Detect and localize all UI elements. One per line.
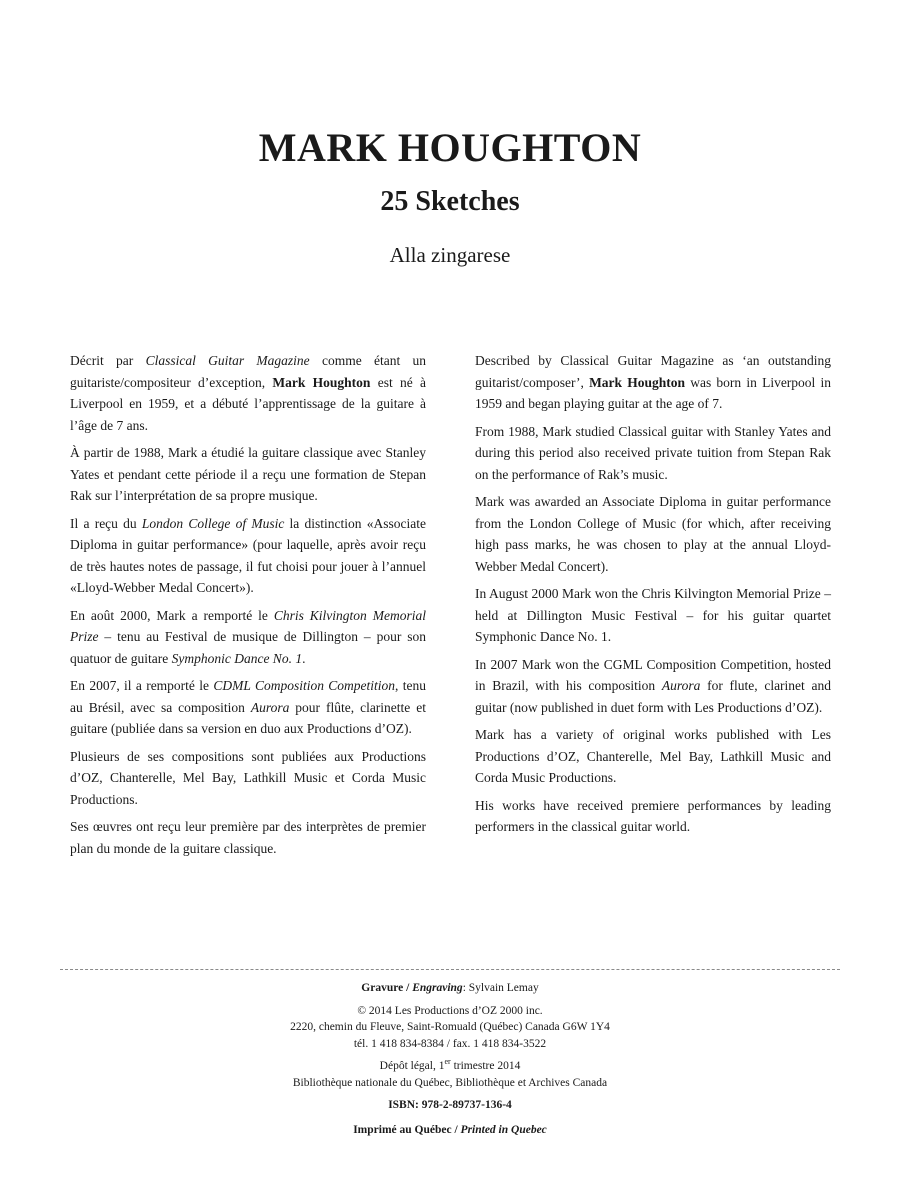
bio-text: est né à Liverpool en 1959, et a débuté l’apprentissage de la guitare à l’âge de 7 ans. bbox=[70, 374, 427, 433]
printed-in bbox=[0, 1122, 900, 1139]
printed-en: Printed in Quebec bbox=[460, 1123, 547, 1136]
bio-text: Décrit par bbox=[70, 353, 146, 368]
bio-text: – tenu au Festival de musique de Dillington – pour son quatuor de guitare bbox=[70, 629, 426, 666]
colophon bbox=[0, 980, 900, 1138]
bio-fr-paragraph-3 bbox=[70, 513, 426, 599]
copyright: © 2014 Les Productions d’OZ 2000 inc. bbox=[357, 1004, 543, 1017]
bio-en-paragraph-7: His works have received premiere performances by leading performers in the classical guitar world. bbox=[475, 797, 831, 834]
bio-en-paragraph-5 bbox=[475, 654, 831, 719]
bio-fr-paragraph-5 bbox=[70, 675, 426, 740]
separator: / bbox=[451, 1123, 461, 1136]
legal-deposit bbox=[0, 1058, 900, 1075]
bio-en-paragraph-4: In August 2000 Mark won the Chris Kilvington Memorial Prize – held at Dillington Music Festival – for his guitar quartet Symphonic Dance No. 1. bbox=[475, 586, 831, 644]
bio-fr-paragraph-6: Plusieurs de ses compositions sont publiées aux Productions d’OZ, Chanterelle, Mel Bay, Lathkill Music et Corda Music Productions. bbox=[70, 748, 426, 807]
bio-en-paragraph-6: Mark has a variety of original works published with Les Productions d’OZ, Chanterelle, Mel Bay, Lathkill Music and Corda Music Productions. bbox=[475, 727, 831, 785]
competition-name: CDML Composition Competition bbox=[213, 678, 396, 693]
biography-french bbox=[70, 350, 426, 865]
composer-name-inline: Mark Houghton bbox=[272, 374, 371, 390]
publisher-address: 2220, chemin du Fleuve, Saint-Romuald (Québec) Canada G6W 1Y4 bbox=[290, 1021, 610, 1033]
ordinal-suffix: er bbox=[444, 1057, 451, 1067]
bio-en-paragraph-1 bbox=[475, 350, 831, 415]
composition-name: Symphonic Dance No. 1 bbox=[171, 650, 303, 666]
engraving-label-fr: Gravure bbox=[361, 982, 404, 994]
engraving-credit bbox=[0, 980, 900, 997]
composer-name-inline: Mark Houghton bbox=[589, 374, 686, 390]
bio-text: Il a reçu du bbox=[70, 515, 142, 531]
college-name: London College of Music bbox=[141, 515, 285, 531]
bio-fr-paragraph-2: À partir de 1988, Mark a étudié la guitare classique avec Stanley Yates et pendant cette période il a reçu une formation de Stepan Rak sur l’interprétation de sa propre musique. bbox=[70, 445, 426, 503]
bio-en-paragraph-2: From 1988, Mark studied Classical guitar with Stanley Yates and during this period also received private tuition from Stepan Rak on the performance of Rak’s music. bbox=[475, 423, 831, 482]
legal-deposit-text: trimestre 2014 bbox=[450, 1060, 521, 1072]
work-subtitle: Alla zingarese bbox=[389, 243, 511, 267]
bio-text: . bbox=[302, 650, 306, 666]
bio-text: Described by Classical Guitar Magazine as ‘an outstanding guitarist/composer’, bbox=[475, 353, 831, 390]
composer-name: MARK HOUGHTON bbox=[258, 125, 642, 170]
bio-text: was born in Liverpool in 1959 and began playing guitar at the age of 7. bbox=[475, 374, 832, 411]
magazine-name: Classical Guitar Magazine bbox=[145, 353, 310, 368]
title-block bbox=[0, 120, 900, 270]
bio-fr-paragraph-1 bbox=[70, 350, 426, 436]
bio-fr-paragraph-7: Ses œuvres ont reçu leur première par des interprètes de premier plan du monde de la guitare classique. bbox=[70, 819, 426, 856]
composition-name: Aurora bbox=[661, 678, 701, 693]
composition-name: Aurora bbox=[250, 699, 290, 715]
bio-text: comme étant un guitariste/compositeur d’exception, bbox=[70, 353, 426, 390]
separator: / bbox=[403, 982, 413, 994]
printed-fr: Imprimé au Québec bbox=[353, 1123, 452, 1136]
publisher-phone: tél. 1 418 834-8384 / fax. 1 418 834-3522 bbox=[353, 1037, 547, 1050]
libraries: Bibliothèque nationale du Québec, Bibliothèque et Archives Canada bbox=[292, 1076, 608, 1089]
engraver-name: : Sylvain Lemay bbox=[462, 982, 539, 994]
bio-text: pour flûte, clarinette et guitare (publiée dans sa version en duo aux Productions d’OZ). bbox=[70, 699, 426, 736]
bio-fr-paragraph-4 bbox=[70, 605, 426, 670]
bio-text: for flute, clarinet and guitar (now published in duet form with Les Productions d’OZ). bbox=[475, 678, 831, 715]
legal-deposit-text: Dépôt légal, 1 bbox=[379, 1060, 445, 1072]
bio-en-paragraph-3: Mark was awarded an Associate Diploma in guitar performance from the London College of Music (for which, after receiving high pass marks, he was chosen to play at the annual Lloyd-Webber Medal Concert). bbox=[475, 494, 831, 574]
bio-text: , tenu au Brésil, avec sa composition bbox=[70, 678, 426, 715]
engraving-label-en: Engraving bbox=[412, 982, 463, 994]
bio-text: la distinction «Associate Diploma in guitar performance» (pour laquelle, après avoir reçu de très hautes notes de passage, il fut choisi pour jouer à l’annuel «Lloyd-Webber Medal Concert»). bbox=[70, 515, 426, 595]
prize-name: Chris Kilvington Memorial Prize bbox=[70, 607, 426, 644]
bio-text: En 2007, il a remporté le bbox=[70, 678, 214, 693]
bio-text: En août 2000, Mark a remporté le bbox=[70, 607, 274, 623]
bio-text: In 2007 Mark won the CGML Composition Competition, hosted in Brazil, with his composition bbox=[475, 656, 831, 693]
work-title: 25 Sketches bbox=[380, 186, 520, 217]
footer-divider bbox=[60, 969, 840, 970]
biography-english bbox=[475, 350, 831, 844]
isbn: ISBN: 978-2-89737-136-4 bbox=[388, 1099, 512, 1111]
